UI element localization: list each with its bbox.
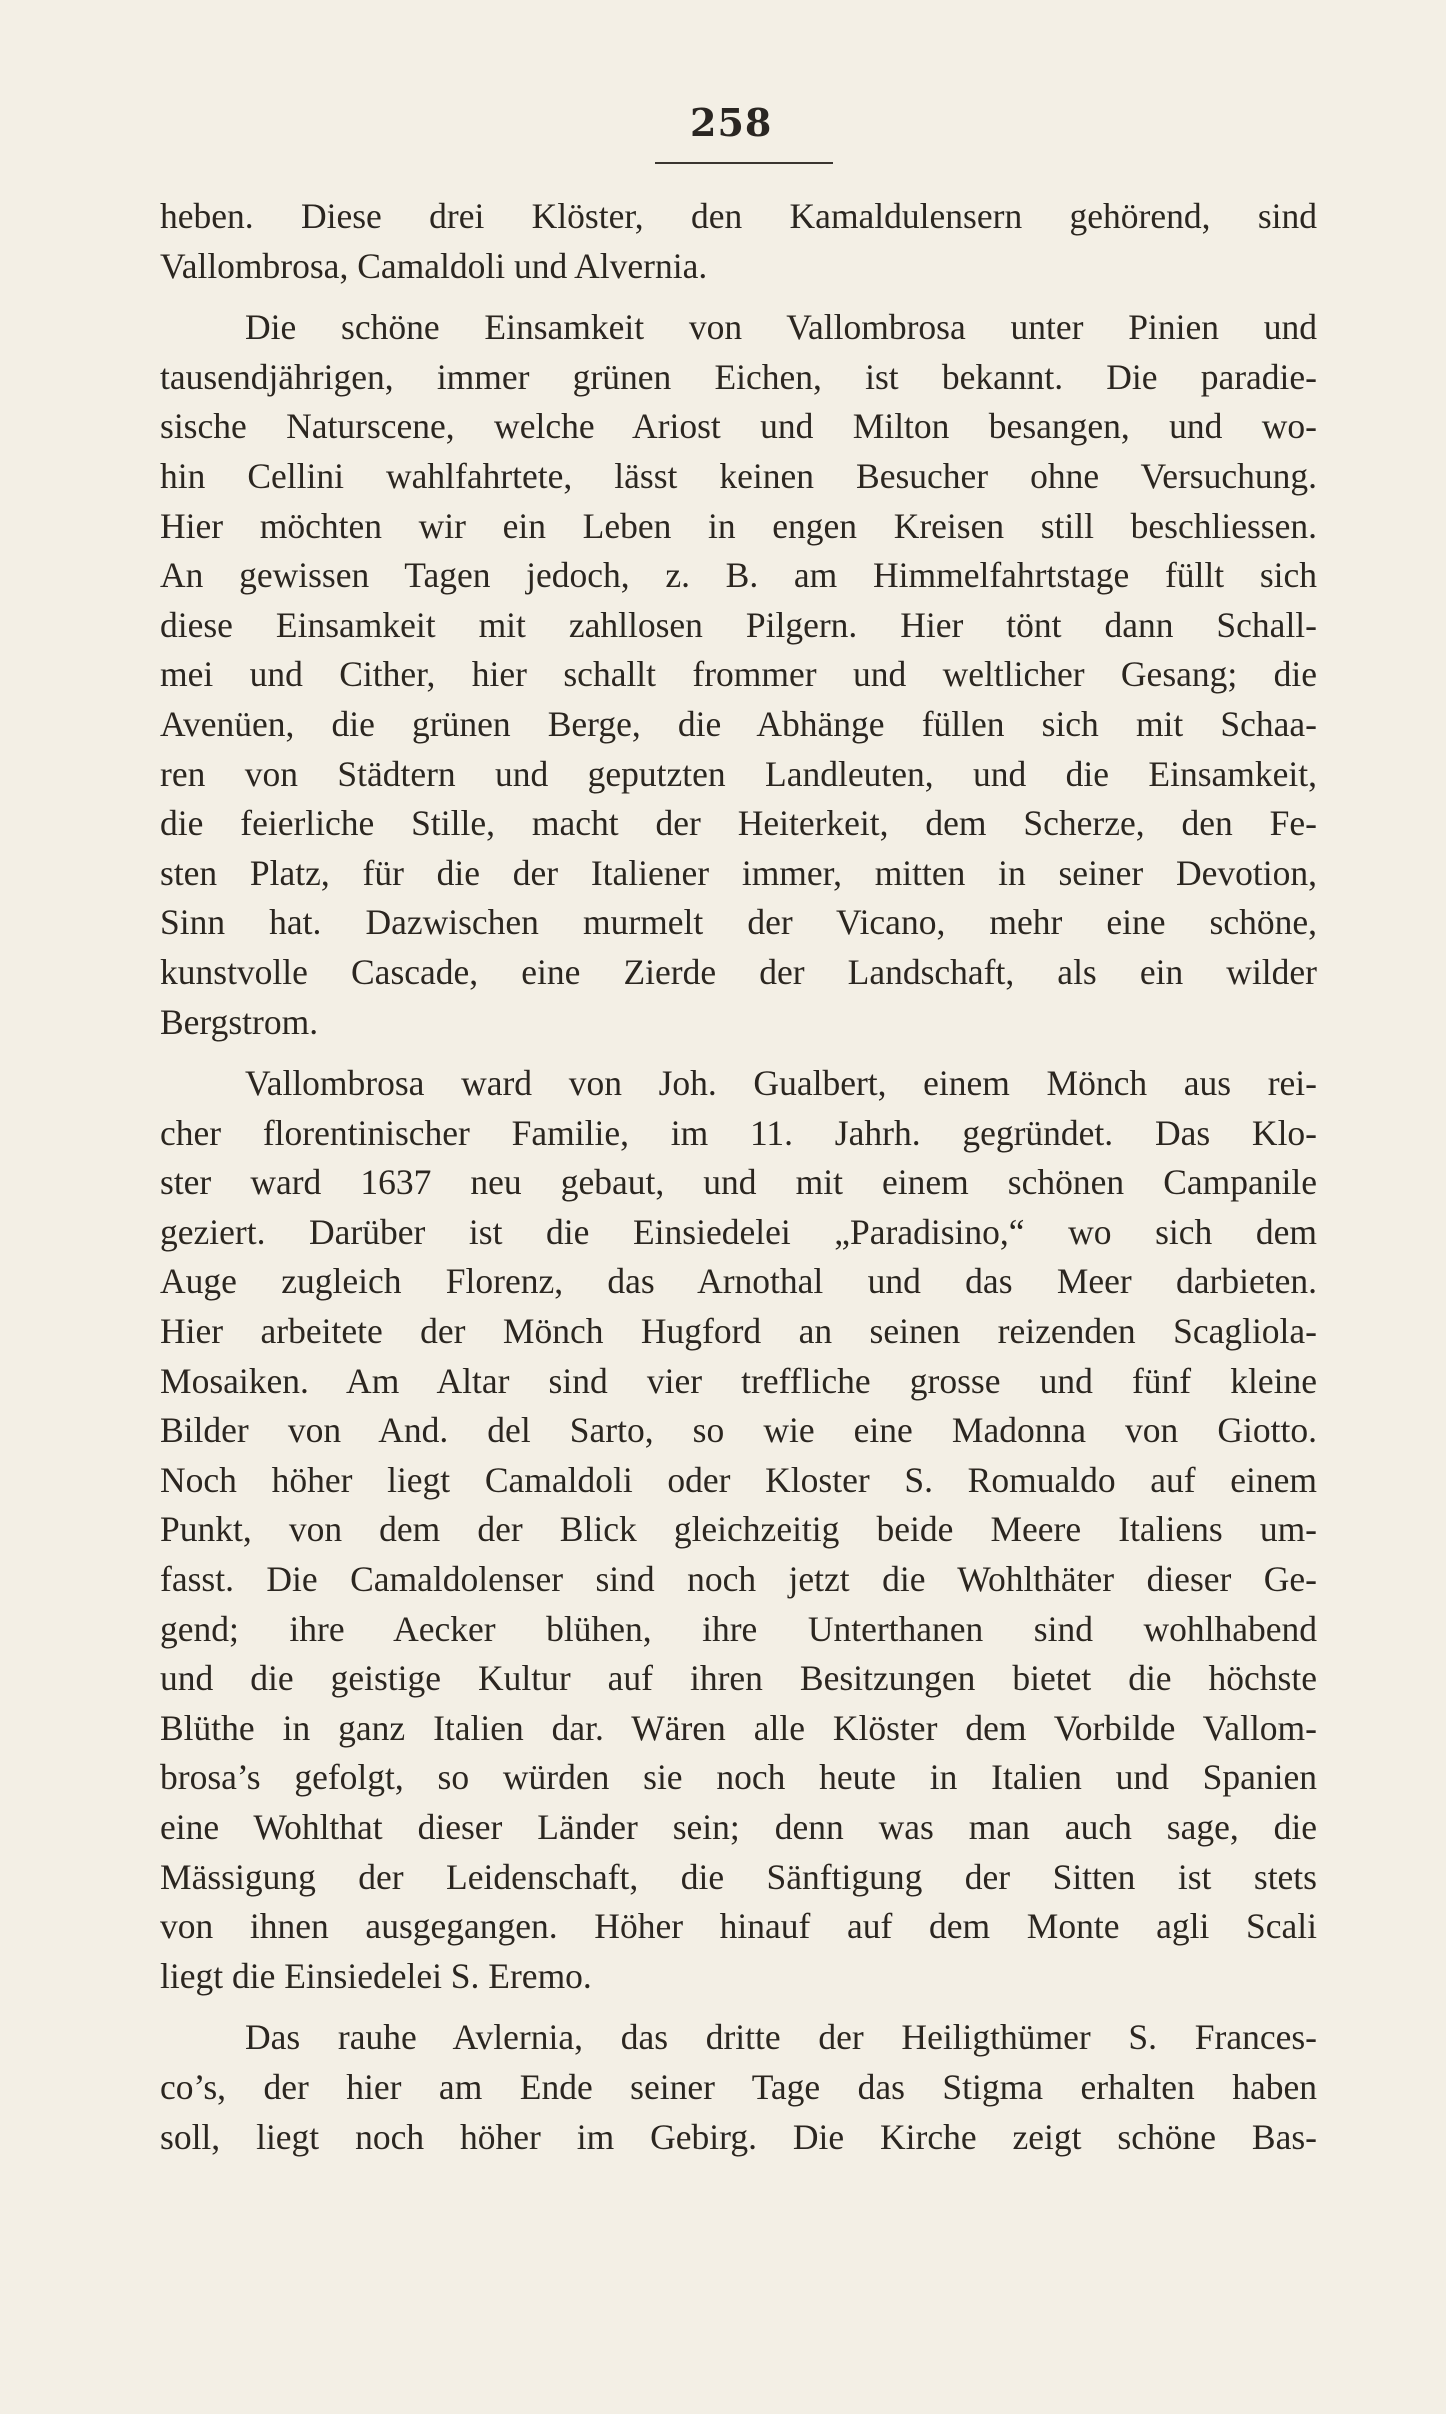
text-line: ster ward 1637 neu gebaut, und mit einem schönen Campanile bbox=[160, 1162, 1317, 1203]
text-line: soll, liegt noch höher im Gebirg. Die Kirche zeigt schöne Bas- bbox=[160, 2116, 1317, 2157]
text-line: die feierliche Stille, macht der Heiterkeit, dem Scherze, den Fe- bbox=[160, 803, 1317, 844]
text-line: gend; ihre Aecker blühen, ihre Unterthanen sind wohlhabend bbox=[160, 1608, 1317, 1649]
text-line: liegt die Einsiedelei S. Eremo. bbox=[160, 1955, 592, 1996]
text-line: Mosaiken. Am Altar sind vier treffliche grosse und fünf kleine bbox=[160, 1360, 1317, 1401]
text-line: Vallombrosa, Camaldoli und Alvernia. bbox=[160, 245, 708, 286]
text-line: fasst. Die Camaldolenser sind noch jetzt die Wohlthäter dieser Ge- bbox=[160, 1559, 1317, 1600]
page-number: 258 bbox=[690, 100, 773, 145]
text-line: An gewissen Tagen jedoch, z. B. am Himmelfahrtstage füllt sich bbox=[160, 555, 1317, 596]
text-line: kunstvolle Cascade, eine Zierde der Landschaft, als ein wilder bbox=[160, 951, 1317, 992]
text-line: Hier arbeitete der Mönch Hugford an seinen reizenden Scagliola- bbox=[160, 1311, 1317, 1352]
text-line: tausendjährigen, immer grünen Eichen, ist bekannt. Die paradie- bbox=[160, 356, 1317, 397]
text-line: co’s, der hier am Ende seiner Tage das Stigma erhalten haben bbox=[160, 2066, 1317, 2107]
text-line: Mässigung der Leidenschaft, die Sänftigung der Sitten ist stets bbox=[160, 1856, 1317, 1897]
text-line: sische Naturscene, welche Ariost und Milton besangen, und wo- bbox=[160, 406, 1317, 447]
text-line: Auge zugleich Florenz, das Arnothal und das Meer darbieten. bbox=[160, 1261, 1317, 1302]
text-line: mei und Cither, hier schallt frommer und weltlicher Gesang; die bbox=[160, 654, 1317, 695]
text-line: heben. Diese drei Klöster, den Kamaldulensern gehörend, sind bbox=[160, 196, 1317, 236]
text-line: Blüthe in ganz Italien dar. Wären alle Klöster dem Vorbilde Vallom- bbox=[160, 1707, 1317, 1748]
paragraph-1 bbox=[160, 192, 1317, 291]
text-line: Noch höher liegt Camaldoli oder Kloster S. Romualdo auf einem bbox=[160, 1459, 1317, 1500]
text-line: Hier möchten wir ein Leben in engen Kreisen still beschliessen. bbox=[160, 505, 1317, 546]
text-line: Punkt, von dem der Blick gleichzeitig beide Meere Italiens um- bbox=[160, 1509, 1317, 1550]
text-line: cher florentinischer Familie, im 11. Jahrh. gegründet. Das Klo- bbox=[160, 1112, 1317, 1153]
text-line: hin Cellini wahlfahrtete, lässt keinen Besucher ohne Versuchung. bbox=[160, 455, 1317, 496]
header-rule bbox=[655, 162, 833, 164]
paragraph-2 bbox=[160, 303, 1317, 1047]
text-line: von ihnen ausgegangen. Höher hinauf auf dem Monte agli Scali bbox=[160, 1906, 1317, 1947]
paragraph-4 bbox=[160, 2013, 1317, 2162]
text-line: ren von Städtern und geputzten Landleuten, und die Einsamkeit, bbox=[160, 753, 1317, 794]
text-line: Bilder von And. del Sarto, so wie eine Madonna von Giotto. bbox=[160, 1410, 1317, 1451]
text-line: Bergstrom. bbox=[160, 1001, 319, 1042]
paragraph-3 bbox=[160, 1059, 1317, 2001]
text-line: eine Wohlthat dieser Länder sein; denn was man auch sage, die bbox=[160, 1807, 1317, 1847]
text-line: Das rauhe Avlernia, das dritte der Heiligthümer S. Frances- bbox=[245, 2017, 1317, 2058]
body-text bbox=[160, 192, 1317, 2174]
text-line: geziert. Darüber ist die Einsiedelei „Paradisino,“ wo sich dem bbox=[160, 1211, 1317, 1252]
text-line: Avenüen, die grünen Berge, die Abhänge füllen sich mit Schaa- bbox=[160, 703, 1317, 744]
text-line: brosa’s gefolgt, so würden sie noch heute in Italien und Spanien bbox=[160, 1757, 1317, 1798]
text-line: sten Platz, für die der Italiener immer, mitten in seiner Devotion, bbox=[160, 852, 1317, 893]
text-line: Sinn hat. Dazwischen murmelt der Vicano, mehr eine schöne, bbox=[160, 902, 1317, 943]
text-line: Die schöne Einsamkeit von Vallombrosa unter Pinien und bbox=[245, 307, 1317, 348]
text-line: Vallombrosa ward von Joh. Gualbert, einem Mönch aus rei- bbox=[245, 1063, 1317, 1104]
text-line: und die geistige Kultur auf ihren Besitzungen bietet die höchste bbox=[160, 1658, 1317, 1699]
text-line: diese Einsamkeit mit zahllosen Pilgern. Hier tönt dann Schall- bbox=[160, 604, 1317, 645]
